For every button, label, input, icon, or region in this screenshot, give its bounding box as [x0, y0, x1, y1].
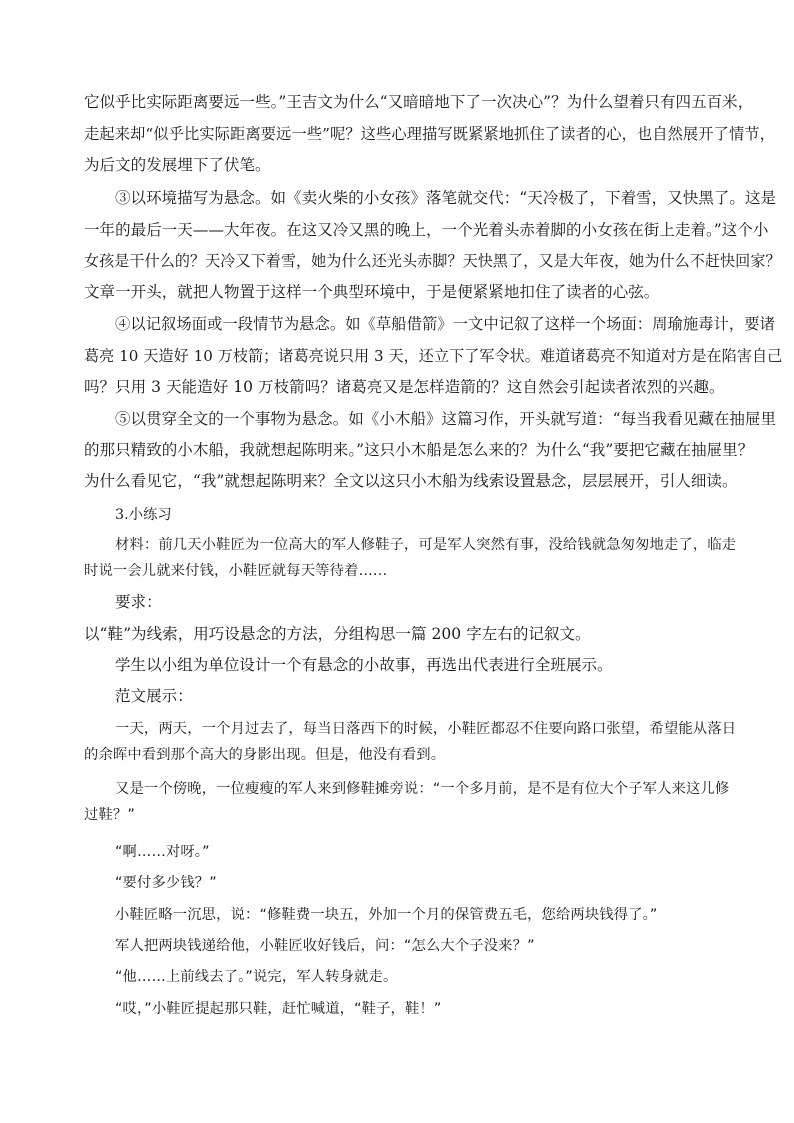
paragraph-line: 女孩是干什么的？天冷又下着雪，她为什么还光头赤脚？天快黑了，又是大年夜，她为什么不赶快回家？ — [84, 252, 781, 270]
example-line: 小鞋匠略一沉思，说：“修鞋费一块五，外加一个月的保管费五毛，您给两块钱得了。” — [115, 907, 658, 923]
paragraph-line: 吗？只用 3 天能造好 10 万枝箭吗？诸葛亮又是怎样造箭的？这自然会引起读者浓烈的兴趣。 — [84, 378, 725, 396]
paragraph-line: 走起来却“似乎比实际距离要远一些”呢？这些心理描写既紧紧地抓住了读者的心，也自然展开了情节， — [84, 125, 776, 143]
example-line: 过鞋？” — [84, 807, 135, 823]
section-heading: 3.小练习 — [115, 507, 172, 523]
paragraph-line: 为后文的发展埋下了伏笔。 — [84, 156, 271, 174]
example-line: “要付多少钱？” — [115, 875, 217, 891]
material-line: 材料：前几天小鞋匠为一位高大的军人修鞋子，可是军人突然有事，没给钱就急匆匆地走了，临走 — [115, 537, 737, 553]
paragraph-line: ③以环境描写为悬念。如《卖火柴的小女孩》落笔就交代：“天冷极了，下着雪，又快黑了。这是 — [115, 189, 777, 207]
paragraph-line: 它似乎比实际距离要远一些。”王吉文为什么“又暗暗地下了一次决心”？为什么望着只有四五百米， — [84, 93, 754, 111]
paragraph-line: 一年的最后一天——大年夜。在这又冷又黑的晚上，一个光着头赤着脚的小女孩在街上走着。”这个小 — [84, 221, 769, 239]
requirement-heading: 要求： — [115, 593, 162, 611]
paragraph-line: 为什么看见它，“我”就想起陈明来？全文以这只小木船为线索设置悬念，层层展开，引人细读。 — [84, 472, 738, 490]
paragraph-line: 文章一开头，就把人物置于这样一个典型环境中，于是便紧紧地扣住了读者的心弦。 — [84, 283, 660, 301]
paragraph-line: 葛亮 10 天造好 10 万枝箭；诸葛亮说只用 3 天，还立下了军令状。难道诸葛亮不知道对方是在陷害自己 — [84, 347, 783, 365]
example-line: 军人把两块钱递给他，小鞋匠收好钱后，问：“怎么大个子没来？” — [115, 938, 535, 954]
paragraph-line: ⑤以贯穿全文的一个事物为悬念。如《小木船》这篇习作，开头就写道：“每当我看见藏在抽屉里 — [115, 410, 777, 428]
example-line: 又是一个傍晚，一位瘦瘦的军人来到修鞋摊旁说：“一个多月前，是不是有位大个子军人来这儿修 — [115, 781, 730, 797]
example-heading: 范文展示： — [115, 687, 193, 705]
requirement-line: 以“鞋”为线索，用巧设悬念的方法，分组构思一篇 200 字左右的记叙文。 — [84, 625, 591, 643]
example-line: 的余晖中看到那个高大的身影出现。但是，他没有看到。 — [84, 747, 446, 763]
example-line: 一天，两天，一个月过去了，每当日落西下的时候，小鞋匠都忍不住要向路口张望，希望能从落日 — [115, 721, 737, 737]
paragraph-line: 学生以小组为单位设计一个有悬念的小故事，再选出代表进行全班展示。 — [115, 656, 613, 674]
paragraph-line: ④以记叙场面或一段情节为悬念。如《草船借箭》一文中记叙了这样一个场面：周瑜施毒计，要诸 — [115, 315, 775, 333]
example-line: “哎，”小鞋匠提起那只鞋，赶忙喊道，“鞋子，鞋！” — [115, 1001, 442, 1017]
example-line: “他……上前线去了。”说完，军人转身就走。 — [115, 969, 398, 985]
example-line: “啊……对呀。” — [115, 844, 210, 860]
paragraph-line: 的那只精致的小木船，我就想起陈明来。”这只小木船是怎么来的？为什么“我”要把它藏在抽屉里？ — [84, 441, 754, 459]
material-line: 时说一会儿就来付钱，小鞋匠就每天等待着…… — [84, 563, 388, 579]
